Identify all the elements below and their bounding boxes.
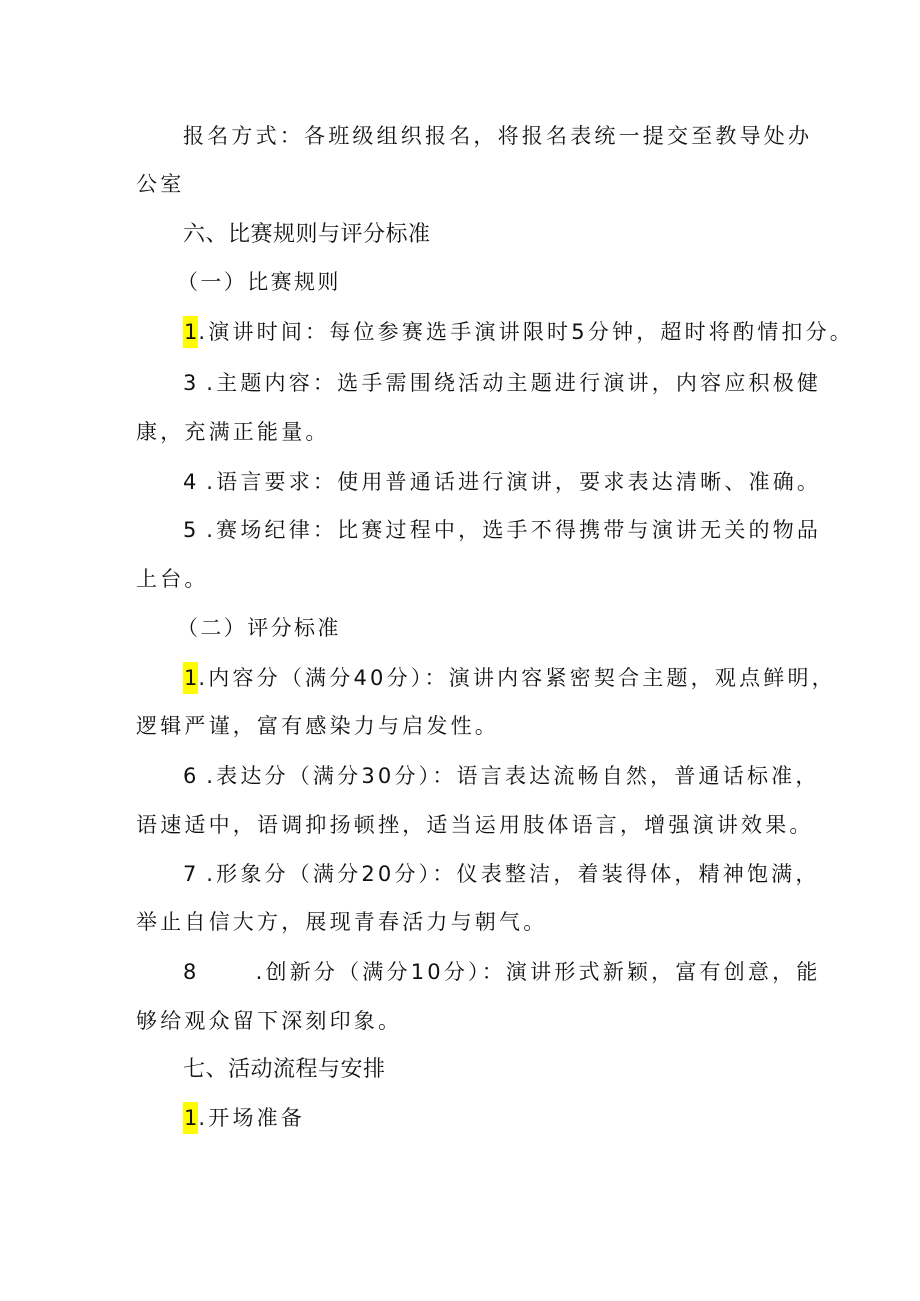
- highlighted-number: 1: [183, 316, 198, 348]
- section-heading-rules: 六、比赛规则与评分标准: [183, 222, 431, 247]
- highlighted-number: 1: [183, 662, 198, 694]
- signup-method-line: 报名方式：各班级组织报名，将报名表统一提交至教导处办: [183, 124, 813, 148]
- score-item-6-cont: 语速适中，语调抑扬顿挫，适当运用肢体语言，增强演讲效果。: [136, 813, 814, 837]
- score-item-1-cont: 逻辑严谨，富有感染力与启发性。: [136, 714, 499, 738]
- process-item-1: 1.开场准备: [0, 1098, 920, 1138]
- section-heading-process: 七、活动流程与安排: [183, 1057, 386, 1082]
- signup-method-line-cont: 公室: [136, 172, 185, 196]
- rule-item-5-cont: 上台。: [136, 567, 209, 591]
- score-item-7-cont: 举止自信大方，展现青春活力与朝气。: [136, 910, 548, 934]
- subheading-competition-rules: （一）比赛规则: [177, 270, 341, 294]
- rule-item-1: 1.演讲时间：每位参赛选手演讲限时5分钟，超时将酌情扣分。: [0, 312, 920, 352]
- rule-item-3-cont: 康，充满正能量。: [136, 420, 330, 444]
- score-item-8-cont: 够给观众留下深刻印象。: [136, 1009, 403, 1033]
- score-item-1: 1.内容分（满分40分）：演讲内容紧密契合主题，观点鲜明，: [0, 658, 920, 698]
- score-item-6: 6 .表达分（满分30分）：语言表达流畅自然，普通话标准，: [183, 764, 820, 788]
- subheading-scoring-criteria: （二）评分标准: [177, 616, 341, 640]
- highlighted-number: 1: [183, 1102, 198, 1134]
- rule-item-4: 4 .语言要求：使用普通话进行演讲，要求表达清晰、准确。: [183, 470, 822, 494]
- rule-item-3: 3 .主题内容：选手需围绕活动主题进行演讲，内容应积极健: [183, 371, 822, 395]
- rule-item-5: 5 .赛场纪律：比赛过程中，选手不得携带与演讲无关的物品: [183, 518, 822, 542]
- score-item-8: 8 .创新分（满分10分）：演讲形式新颖，富有创意，能: [183, 960, 821, 984]
- score-item-7: 7 .形象分（满分20分）：仪表整洁，着装得体，精神饱满，: [183, 862, 820, 886]
